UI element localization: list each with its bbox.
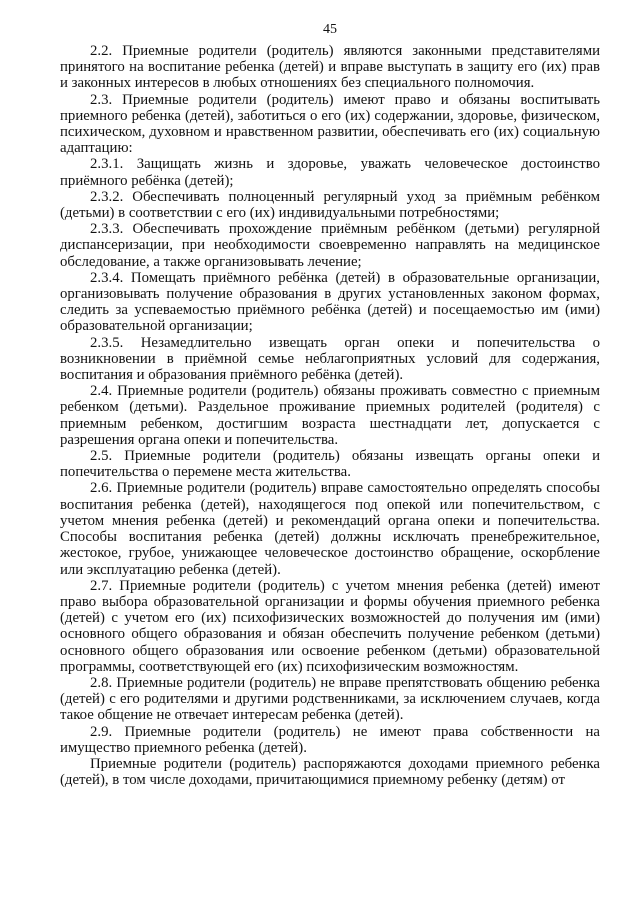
paragraph-2-8: 2.8. Приемные родители (родитель) не вправе препятствовать общению ребенка (детей) с его родителями и другими родственниками, за исключением случаев, когда такое общение не отвечает интересам ребенка (детей).	[60, 674, 600, 724]
paragraph-2-3: 2.3. Приемные родители (родитель) имеют право и обязаны воспитывать приемного ребенка (детей), заботиться о его (их) содержании, здоровье, физическом, психическом, духовном и нравственном развитии, обеспечивать его (их) социальную адаптацию:	[60, 91, 600, 157]
paragraph-2-3-4: 2.3.4. Помещать приёмного ребёнка (детей) в образовательные организации, организовывать получение образования в других установленных законом формах, следить за успеваемостью приёмного ребёнка (детей) и посещаемостью им (ими) образовательной организации;	[60, 269, 600, 335]
paragraph-2-3-1: 2.3.1. Защищать жизнь и здоровье, уважать человеческое достоинство приёмного ребёнка (детей);	[60, 156, 600, 189]
paragraph-2-9: 2.9. Приемные родители (родитель) не имеют права собственности на имущество приемного ребенка (детей).	[60, 723, 600, 756]
paragraph-2-7: 2.7. Приемные родители (родитель) с учетом мнения ребенка (детей) имеют право выбора образовательной организации и формы обучения приемного ребенка (детей) с учетом его (их) психофизических возможностей до получения им (ими) основного общего образования и обязан обеспечить получение ребенком (детьми) основного общего образования или освоение ребенком (детьми) образовательной программы, соответствующей его (их) психофизическим возможностям.	[60, 577, 600, 675]
paragraph-income: Приемные родители (родитель) распоряжаются доходами приемного ребенка (детей), в том числе доходами, причитающимися приемному ребенку (детям) от	[60, 755, 600, 789]
page-number: 45	[323, 22, 337, 37]
paragraph-2-2: 2.2. Приемные родители (родитель) являются законными представителями принятого на воспитание ребенка (детей) и вправе выступать в защиту его (их) прав и законных интересов в любых отношениях без специального полномочия.	[60, 43, 600, 92]
paragraph-2-3-2: 2.3.2. Обеспечивать полноценный регулярный уход за приёмным ребёнком (детьми) в соответствии с его (их) индивидуальными потребностями;	[60, 188, 600, 222]
paragraph-2-4: 2.4. Приемные родители (родитель) обязаны проживать совместно с приемным ребенком (детьми). Раздельное проживание приемных родителей (родителя) с приемным ребенком, достигшим возраста шестнадцати лет, допускается с разрешения органа опеки и попечительства.	[60, 383, 600, 448]
paragraph-2-3-5: 2.3.5. Незамедлительно извещать орган опеки и попечительства о возникновении в приёмной семье неблагоприятных условий для содержания, воспитания и образования приёмного ребёнка (детей).	[60, 334, 600, 384]
paragraph-2-3-3: 2.3.3. Обеспечивать прохождение приёмным ребёнком (детьми) регулярной диспансеризации, при необходимости своевременно направлять на медицинское обследование, а также организовывать лечение;	[60, 221, 600, 270]
paragraph-2-6: 2.6. Приемные родители (родитель) вправе самостоятельно определять способы воспитания ребенка (детей), находящегося под опекой или попечительством, с учетом мнения ребенка (детей) и рекомендаций органа опеки и попечительства. Способы воспитания ребенка (детей) должны исключать пренебрежительное, жестокое, грубое, унижающее человеческое достоинство обращение, оскорбление или эксплуатацию ребенка (детей).	[60, 480, 600, 578]
document-page	[60, 0, 600, 788]
paragraph-2-5: 2.5. Приемные родители (родитель) обязаны извещать органы опеки и попечительства о перемене места жительства.	[60, 448, 600, 481]
